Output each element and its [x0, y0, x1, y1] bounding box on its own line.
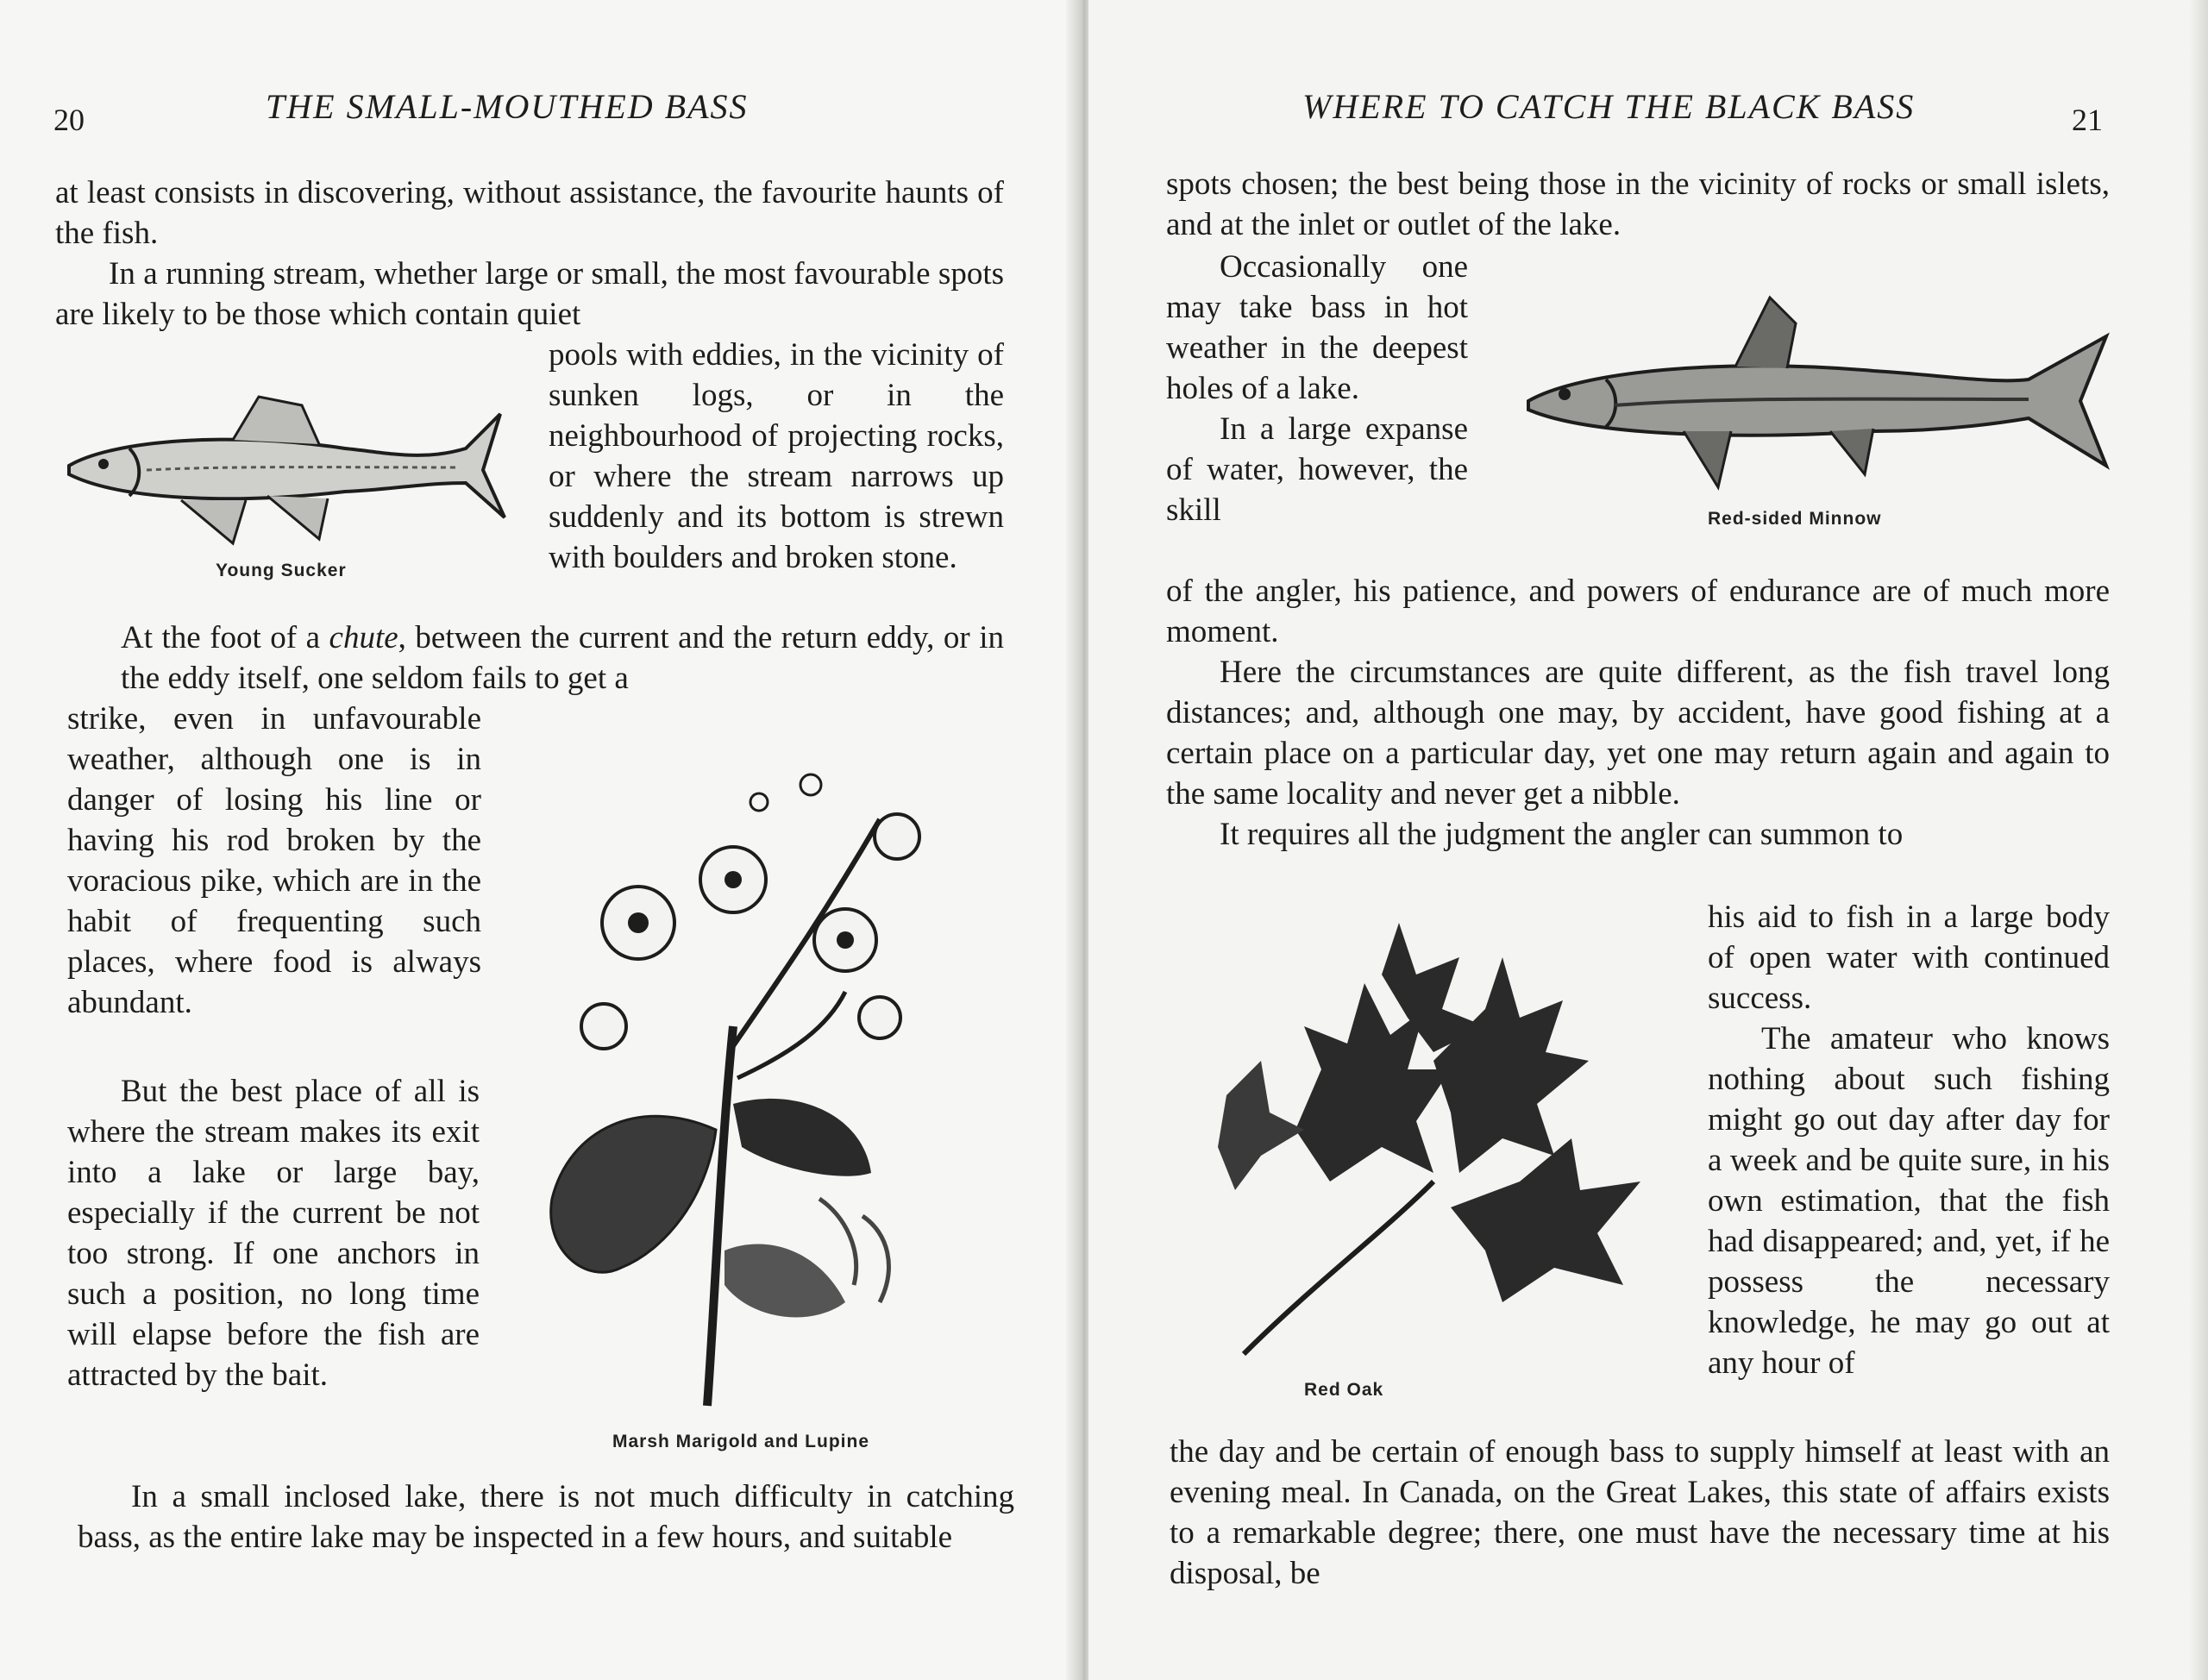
right-para-1-text: spots chosen; the best being those in the vicinity of rocks or small islets, and at the inlet or outlet of the lake.: [1166, 166, 2110, 242]
left-page: [0, 0, 1088, 1680]
right-para-1: [1166, 164, 2110, 245]
left-para-3-side: strike, even in unfavourable weather, although one is in danger of losing his line or having his rod broken by the voracious pike, which are in the habit of frequenting such places, where food is always abundant.: [67, 701, 481, 1020]
left-para-4: [67, 1071, 480, 1395]
right-para-2-side: [1166, 247, 1468, 530]
marigold-lupine-figure: [535, 768, 983, 1466]
left-para-3: [121, 617, 1004, 699]
right-para-4-text: Here the circumstances are quite different, as the fish travel long distances; and, although one may, by accident, have good fishing at a certain place on a particular day, yet one may return again and again to the same locality and never get a nibble.: [1166, 655, 2110, 812]
right-para-2-text: Occasionally one may take bass in hot weather in the deepest holes of a lake.: [1166, 249, 1468, 406]
red-sided-minnow-figure: [1511, 289, 2115, 539]
right-running-head: WHERE TO CATCH THE BLACK BASS: [1302, 87, 1916, 126]
left-para-2-top: In a running stream, whether large or small, the most favourable spots are likely to be those which contain quiet: [55, 256, 1004, 332]
right-para-6-rest-text: the day and be certain of enough bass to supply himself at least with an evening meal. In Canada, on the Great Lakes, this state of affairs exists to a remarkable degree; there, one must have the necessary time at his disposal, be: [1170, 1434, 2110, 1591]
young-sucker-figure: [60, 388, 509, 586]
left-running-head: THE SMALL-MOUTHED BASS: [266, 87, 749, 126]
left-para-1: at least consists in discovering, without assistance, the favourite haunts of the fish.: [55, 175, 1004, 251]
left-para-2-side: pools with eddies, in the vicinity of sunken logs, or in the neighbourhood of projecting rocks, or where the stream narrows up suddenly and its bottom is strewn with boulders and broken stone.: [549, 337, 1004, 575]
red-oak-caption: Red Oak: [1304, 1380, 1384, 1400]
right-para-3-side-text: In a large expanse of water, however, the skill: [1166, 411, 1468, 528]
red-oak-figure: [1175, 923, 1675, 1406]
right-para-6-rest: [1170, 1432, 2110, 1594]
right-para-6-side-text: The amateur who knows nothing about such fishing might go out day after day for a week and be quite sure, in his own estimation, that the fish had disappeared; and, yet, if he possess the necessary knowledge, he may go out at any hour of: [1708, 1021, 2110, 1381]
left-para-5: [78, 1476, 1014, 1558]
left-para-5-text: In a small inclosed lake, there is not much difficulty in catching bass, as the entire lake may be inspected in a few hours, and suitable: [78, 1479, 1014, 1555]
left-para-3-b: , between the current and the return eddy, or in the eddy itself, one seldom fails to get a: [121, 620, 1004, 696]
right-para-5-side-text: his aid to fish in a large body of open water with continued success.: [1708, 900, 2110, 1016]
young-sucker-caption: Young Sucker: [216, 561, 347, 580]
right-page: [1088, 0, 2208, 1680]
right-para-3-rest: [1166, 571, 2110, 855]
left-text-top: [55, 172, 1004, 335]
left-para-3-a: At the foot of a: [121, 620, 329, 655]
marigold-lupine-illustration: [535, 768, 983, 1423]
left-page-number: 20: [53, 103, 85, 137]
marigold-lupine-caption: Marsh Marigold and Lupine: [612, 1432, 870, 1451]
right-page-number: 21: [2072, 103, 2103, 137]
left-para-4-text: But the best place of all is where the stream makes its exit into a lake or large bay, especially if the current be not too strong. If one anchors in such a position, no long time will elapse before the fish are attracted by the bait.: [67, 1074, 480, 1393]
right-para-5-side: [1708, 897, 2110, 1383]
red-sided-minnow-illustration: [1511, 289, 2115, 496]
left-para-3-chute: chute: [329, 620, 398, 655]
right-para-5-top-text: It requires all the judgment the angler can summon to: [1220, 817, 1904, 852]
right-para-3-rest-text: of the angler, his patience, and powers of endurance are of much more moment.: [1166, 574, 2110, 649]
red-sided-minnow-caption: Red-sided Minnow: [1708, 509, 1882, 529]
red-oak-illustration: [1175, 923, 1675, 1371]
page-edge: [2189, 0, 2208, 1680]
young-sucker-illustration: [60, 388, 509, 561]
